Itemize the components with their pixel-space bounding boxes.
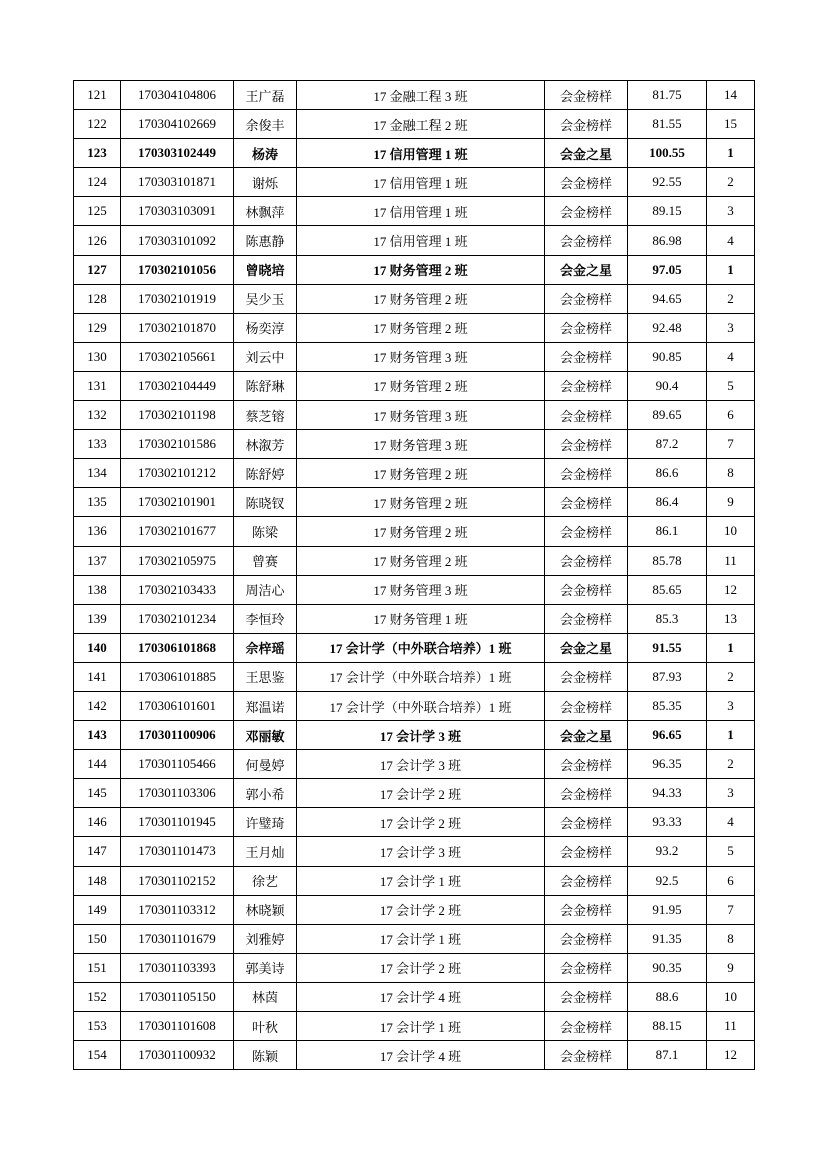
score-cell: 89.65 — [628, 401, 707, 430]
student-name-cell: 陈惠静 — [234, 226, 297, 255]
rank-cell: 1 — [707, 633, 755, 662]
award-list-table — [73, 80, 755, 1070]
class-name-cell: 17 会计学 4 班 — [297, 1041, 545, 1070]
award-type-cell: 会金之星 — [545, 139, 628, 168]
class-name-cell: 17 会计学（中外联合培养）1 班 — [297, 633, 545, 662]
award-type-cell: 会金榜样 — [545, 924, 628, 953]
student-name-cell: 王广磊 — [234, 81, 297, 110]
row-number-cell: 133 — [74, 430, 121, 459]
student-name-cell: 林茵 — [234, 982, 297, 1011]
table-row — [74, 837, 755, 866]
award-type-cell: 会金榜样 — [545, 1012, 628, 1041]
rank-cell: 2 — [707, 168, 755, 197]
student-name-cell: 佘梓瑶 — [234, 633, 297, 662]
student-name-cell: 李恒玲 — [234, 604, 297, 633]
award-type-cell: 会金榜样 — [545, 575, 628, 604]
student-id-cell: 170302101198 — [121, 401, 234, 430]
student-id-cell: 170303102449 — [121, 139, 234, 168]
award-type-cell: 会金榜样 — [545, 837, 628, 866]
table-row — [74, 924, 755, 953]
student-name-cell: 王月灿 — [234, 837, 297, 866]
rank-cell: 9 — [707, 953, 755, 982]
score-cell: 81.75 — [628, 81, 707, 110]
award-type-cell: 会金榜样 — [545, 342, 628, 371]
student-name-cell: 林溆芳 — [234, 430, 297, 459]
award-type-cell: 会金榜样 — [545, 284, 628, 313]
student-id-cell: 170306101601 — [121, 691, 234, 720]
row-number-cell: 150 — [74, 924, 121, 953]
rank-cell: 3 — [707, 691, 755, 720]
table-row — [74, 691, 755, 720]
table-row — [74, 1041, 755, 1070]
score-cell: 87.1 — [628, 1041, 707, 1070]
student-name-cell: 蔡芝镕 — [234, 401, 297, 430]
table-row — [74, 81, 755, 110]
row-number-cell: 154 — [74, 1041, 121, 1070]
student-id-cell: 170302101677 — [121, 517, 234, 546]
student-name-cell: 谢烁 — [234, 168, 297, 197]
class-name-cell: 17 财务管理 2 班 — [297, 459, 545, 488]
rank-cell: 7 — [707, 895, 755, 924]
student-id-cell: 170301101679 — [121, 924, 234, 953]
table-row — [74, 139, 755, 168]
student-name-cell: 郑温诺 — [234, 691, 297, 720]
row-number-cell: 144 — [74, 750, 121, 779]
row-number-cell: 124 — [74, 168, 121, 197]
student-name-cell: 杨奕淳 — [234, 313, 297, 342]
student-name-cell: 林晓颖 — [234, 895, 297, 924]
student-id-cell: 170301100932 — [121, 1041, 234, 1070]
student-id-cell: 170303101092 — [121, 226, 234, 255]
table-row — [74, 401, 755, 430]
student-id-cell: 170302105975 — [121, 546, 234, 575]
rank-cell: 11 — [707, 546, 755, 575]
table-row — [74, 721, 755, 750]
student-id-cell: 170302101212 — [121, 459, 234, 488]
student-id-cell: 170301101473 — [121, 837, 234, 866]
score-cell: 85.3 — [628, 604, 707, 633]
table-row — [74, 255, 755, 284]
award-type-cell: 会金榜样 — [545, 81, 628, 110]
table-row — [74, 284, 755, 313]
rank-cell: 1 — [707, 139, 755, 168]
rank-cell: 3 — [707, 197, 755, 226]
class-name-cell: 17 会计学（中外联合培养）1 班 — [297, 662, 545, 691]
row-number-cell: 129 — [74, 313, 121, 342]
student-id-cell: 170301103306 — [121, 779, 234, 808]
student-id-cell: 170302101056 — [121, 255, 234, 284]
row-number-cell: 153 — [74, 1012, 121, 1041]
score-cell: 94.65 — [628, 284, 707, 313]
student-id-cell: 170301102152 — [121, 866, 234, 895]
student-id-cell: 170306101868 — [121, 633, 234, 662]
row-number-cell: 152 — [74, 982, 121, 1011]
rank-cell: 12 — [707, 1041, 755, 1070]
student-id-cell: 170302101586 — [121, 430, 234, 459]
student-id-cell: 170302104449 — [121, 371, 234, 400]
rank-cell: 6 — [707, 866, 755, 895]
row-number-cell: 126 — [74, 226, 121, 255]
rank-cell: 8 — [707, 924, 755, 953]
table-row — [74, 371, 755, 400]
student-name-cell: 叶秋 — [234, 1012, 297, 1041]
rank-cell: 4 — [707, 342, 755, 371]
score-cell: 86.98 — [628, 226, 707, 255]
row-number-cell: 130 — [74, 342, 121, 371]
row-number-cell: 148 — [74, 866, 121, 895]
student-id-cell: 170301101608 — [121, 1012, 234, 1041]
award-type-cell: 会金榜样 — [545, 430, 628, 459]
award-type-cell: 会金榜样 — [545, 662, 628, 691]
award-type-cell: 会金榜样 — [545, 226, 628, 255]
rank-cell: 9 — [707, 488, 755, 517]
class-name-cell: 17 会计学 2 班 — [297, 779, 545, 808]
class-name-cell: 17 会计学 1 班 — [297, 866, 545, 895]
table-row — [74, 604, 755, 633]
score-cell: 96.35 — [628, 750, 707, 779]
table-row — [74, 459, 755, 488]
rank-cell: 2 — [707, 284, 755, 313]
table-row — [74, 750, 755, 779]
rank-cell: 12 — [707, 575, 755, 604]
student-id-cell: 170302103433 — [121, 575, 234, 604]
table-row — [74, 168, 755, 197]
table-row — [74, 866, 755, 895]
table-row — [74, 197, 755, 226]
row-number-cell: 139 — [74, 604, 121, 633]
row-number-cell: 140 — [74, 633, 121, 662]
row-number-cell: 137 — [74, 546, 121, 575]
class-name-cell: 17 会计学 2 班 — [297, 953, 545, 982]
score-cell: 87.2 — [628, 430, 707, 459]
score-cell: 90.85 — [628, 342, 707, 371]
class-name-cell: 17 会计学 2 班 — [297, 895, 545, 924]
score-cell: 93.33 — [628, 808, 707, 837]
rank-cell: 11 — [707, 1012, 755, 1041]
student-id-cell: 170301105466 — [121, 750, 234, 779]
rank-cell: 7 — [707, 430, 755, 459]
class-name-cell: 17 财务管理 2 班 — [297, 517, 545, 546]
award-type-cell: 会金榜样 — [545, 517, 628, 546]
class-name-cell: 17 信用管理 1 班 — [297, 197, 545, 226]
class-name-cell: 17 财务管理 3 班 — [297, 575, 545, 604]
student-id-cell: 170302105661 — [121, 342, 234, 371]
student-name-cell: 郭美诗 — [234, 953, 297, 982]
row-number-cell: 122 — [74, 110, 121, 139]
row-number-cell: 145 — [74, 779, 121, 808]
class-name-cell: 17 财务管理 2 班 — [297, 255, 545, 284]
rank-cell: 10 — [707, 517, 755, 546]
class-name-cell: 17 财务管理 2 班 — [297, 546, 545, 575]
class-name-cell: 17 会计学 1 班 — [297, 1012, 545, 1041]
student-name-cell: 何曼婷 — [234, 750, 297, 779]
score-cell: 91.55 — [628, 633, 707, 662]
class-name-cell: 17 会计学 2 班 — [297, 808, 545, 837]
class-name-cell: 17 财务管理 3 班 — [297, 430, 545, 459]
award-type-cell: 会金榜样 — [545, 488, 628, 517]
class-name-cell: 17 财务管理 2 班 — [297, 313, 545, 342]
student-name-cell: 陈舒婷 — [234, 459, 297, 488]
table-row — [74, 342, 755, 371]
rank-cell: 15 — [707, 110, 755, 139]
award-type-cell: 会金榜样 — [545, 750, 628, 779]
row-number-cell: 142 — [74, 691, 121, 720]
class-name-cell: 17 会计学 3 班 — [297, 750, 545, 779]
score-cell: 87.93 — [628, 662, 707, 691]
row-number-cell: 121 — [74, 81, 121, 110]
score-cell: 90.4 — [628, 371, 707, 400]
award-type-cell: 会金榜样 — [545, 110, 628, 139]
row-number-cell: 138 — [74, 575, 121, 604]
table-row — [74, 895, 755, 924]
student-id-cell: 170304102669 — [121, 110, 234, 139]
table-row — [74, 226, 755, 255]
student-name-cell: 杨涛 — [234, 139, 297, 168]
score-cell: 92.5 — [628, 866, 707, 895]
score-cell: 89.15 — [628, 197, 707, 226]
student-name-cell: 林飘萍 — [234, 197, 297, 226]
row-number-cell: 149 — [74, 895, 121, 924]
table-row — [74, 662, 755, 691]
score-cell: 86.4 — [628, 488, 707, 517]
row-number-cell: 141 — [74, 662, 121, 691]
rank-cell: 4 — [707, 808, 755, 837]
class-name-cell: 17 信用管理 1 班 — [297, 168, 545, 197]
class-name-cell: 17 会计学 4 班 — [297, 982, 545, 1011]
award-type-cell: 会金榜样 — [545, 459, 628, 488]
table-row — [74, 546, 755, 575]
score-cell: 94.33 — [628, 779, 707, 808]
class-name-cell: 17 会计学（中外联合培养）1 班 — [297, 691, 545, 720]
student-name-cell: 曾晓培 — [234, 255, 297, 284]
class-name-cell: 17 金融工程 2 班 — [297, 110, 545, 139]
student-name-cell: 刘雅婷 — [234, 924, 297, 953]
score-cell: 85.78 — [628, 546, 707, 575]
score-cell: 92.48 — [628, 313, 707, 342]
row-number-cell: 132 — [74, 401, 121, 430]
row-number-cell: 134 — [74, 459, 121, 488]
score-cell: 86.6 — [628, 459, 707, 488]
student-name-cell: 郭小希 — [234, 779, 297, 808]
score-cell: 96.65 — [628, 721, 707, 750]
award-type-cell: 会金榜样 — [545, 1041, 628, 1070]
class-name-cell: 17 金融工程 3 班 — [297, 81, 545, 110]
class-name-cell: 17 财务管理 2 班 — [297, 371, 545, 400]
rank-cell: 8 — [707, 459, 755, 488]
row-number-cell: 151 — [74, 953, 121, 982]
table-row — [74, 808, 755, 837]
award-type-cell: 会金榜样 — [545, 953, 628, 982]
class-name-cell: 17 会计学 3 班 — [297, 837, 545, 866]
class-name-cell: 17 财务管理 2 班 — [297, 284, 545, 313]
class-name-cell: 17 会计学 3 班 — [297, 721, 545, 750]
student-id-cell: 170302101901 — [121, 488, 234, 517]
table-row — [74, 953, 755, 982]
row-number-cell: 135 — [74, 488, 121, 517]
student-id-cell: 170302101870 — [121, 313, 234, 342]
student-id-cell: 170301100906 — [121, 721, 234, 750]
rank-cell: 6 — [707, 401, 755, 430]
row-number-cell: 147 — [74, 837, 121, 866]
row-number-cell: 128 — [74, 284, 121, 313]
score-cell: 92.55 — [628, 168, 707, 197]
class-name-cell: 17 财务管理 2 班 — [297, 488, 545, 517]
award-type-cell: 会金榜样 — [545, 401, 628, 430]
score-cell: 91.35 — [628, 924, 707, 953]
student-id-cell: 170301103393 — [121, 953, 234, 982]
award-type-cell: 会金榜样 — [545, 808, 628, 837]
table-row — [74, 517, 755, 546]
student-name-cell: 陈梁 — [234, 517, 297, 546]
award-type-cell: 会金榜样 — [545, 168, 628, 197]
score-cell: 85.65 — [628, 575, 707, 604]
rank-cell: 5 — [707, 371, 755, 400]
student-id-cell: 170303101871 — [121, 168, 234, 197]
award-type-cell: 会金榜样 — [545, 313, 628, 342]
student-name-cell: 陈舒琳 — [234, 371, 297, 400]
student-name-cell: 陈晓钗 — [234, 488, 297, 517]
table-body — [74, 81, 755, 1070]
class-name-cell: 17 会计学 1 班 — [297, 924, 545, 953]
student-name-cell: 邓丽敏 — [234, 721, 297, 750]
award-type-cell: 会金榜样 — [545, 371, 628, 400]
student-name-cell: 刘云中 — [234, 342, 297, 371]
rank-cell: 3 — [707, 313, 755, 342]
table-row — [74, 1012, 755, 1041]
table-row — [74, 488, 755, 517]
table-row — [74, 779, 755, 808]
rank-cell: 13 — [707, 604, 755, 633]
rank-cell: 14 — [707, 81, 755, 110]
student-id-cell: 170301103312 — [121, 895, 234, 924]
row-number-cell: 123 — [74, 139, 121, 168]
class-name-cell: 17 信用管理 1 班 — [297, 226, 545, 255]
row-number-cell: 136 — [74, 517, 121, 546]
score-cell: 100.55 — [628, 139, 707, 168]
student-name-cell: 周洁心 — [234, 575, 297, 604]
award-type-cell: 会金榜样 — [545, 604, 628, 633]
table-row — [74, 982, 755, 1011]
score-cell: 90.35 — [628, 953, 707, 982]
rank-cell: 2 — [707, 750, 755, 779]
rank-cell: 2 — [707, 662, 755, 691]
row-number-cell: 146 — [74, 808, 121, 837]
rank-cell: 5 — [707, 837, 755, 866]
award-type-cell: 会金榜样 — [545, 866, 628, 895]
score-cell: 88.6 — [628, 982, 707, 1011]
table-row — [74, 633, 755, 662]
rank-cell: 1 — [707, 255, 755, 284]
student-id-cell: 170301105150 — [121, 982, 234, 1011]
score-cell: 86.1 — [628, 517, 707, 546]
rank-cell: 3 — [707, 779, 755, 808]
award-type-cell: 会金榜样 — [545, 895, 628, 924]
student-id-cell: 170304104806 — [121, 81, 234, 110]
student-id-cell: 170302101234 — [121, 604, 234, 633]
student-name-cell: 徐艺 — [234, 866, 297, 895]
row-number-cell: 125 — [74, 197, 121, 226]
score-cell: 88.15 — [628, 1012, 707, 1041]
score-cell: 93.2 — [628, 837, 707, 866]
class-name-cell: 17 财务管理 1 班 — [297, 604, 545, 633]
score-cell: 81.55 — [628, 110, 707, 139]
table-row — [74, 430, 755, 459]
table-row — [74, 110, 755, 139]
award-type-cell: 会金榜样 — [545, 982, 628, 1011]
row-number-cell: 143 — [74, 721, 121, 750]
table-row — [74, 575, 755, 604]
award-type-cell: 会金榜样 — [545, 779, 628, 808]
student-name-cell: 曾赛 — [234, 546, 297, 575]
award-type-cell: 会金之星 — [545, 255, 628, 284]
rank-cell: 10 — [707, 982, 755, 1011]
class-name-cell: 17 财务管理 3 班 — [297, 342, 545, 371]
score-cell: 85.35 — [628, 691, 707, 720]
student-name-cell: 陈颖 — [234, 1041, 297, 1070]
score-cell: 91.95 — [628, 895, 707, 924]
award-type-cell: 会金榜样 — [545, 197, 628, 226]
class-name-cell: 17 财务管理 3 班 — [297, 401, 545, 430]
student-name-cell: 王思鉴 — [234, 662, 297, 691]
award-type-cell: 会金之星 — [545, 721, 628, 750]
table-row — [74, 313, 755, 342]
award-type-cell: 会金榜样 — [545, 546, 628, 575]
student-name-cell: 许璧琦 — [234, 808, 297, 837]
student-id-cell: 170303103091 — [121, 197, 234, 226]
student-id-cell: 170306101885 — [121, 662, 234, 691]
rank-cell: 4 — [707, 226, 755, 255]
score-cell: 97.05 — [628, 255, 707, 284]
student-id-cell: 170302101919 — [121, 284, 234, 313]
rank-cell: 1 — [707, 721, 755, 750]
student-id-cell: 170301101945 — [121, 808, 234, 837]
row-number-cell: 127 — [74, 255, 121, 284]
student-name-cell: 余俊丰 — [234, 110, 297, 139]
award-type-cell: 会金榜样 — [545, 691, 628, 720]
row-number-cell: 131 — [74, 371, 121, 400]
student-name-cell: 吴少玉 — [234, 284, 297, 313]
award-type-cell: 会金之星 — [545, 633, 628, 662]
class-name-cell: 17 信用管理 1 班 — [297, 139, 545, 168]
